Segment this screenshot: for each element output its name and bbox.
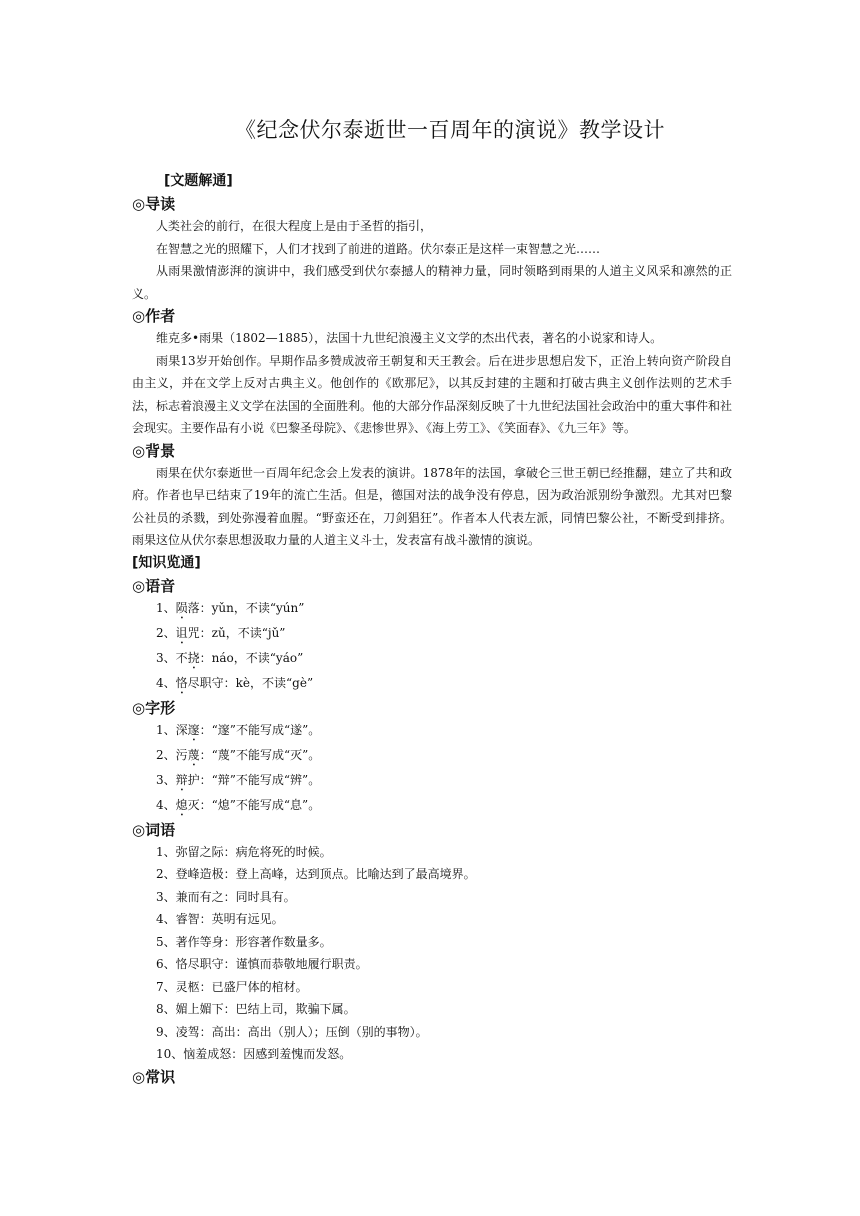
word-item: 10、恼羞成怒：因感到羞愧而发怒。 [156,1047,352,1061]
item-number: 2、 [156,747,176,762]
item-text: 尽职守：kè，不读“gè” [187,675,314,690]
author-paragraph: 雨果13岁开始创作。早期作品多赞成波帝王朝复和天王教会。后在进步思想启发下，正治上转向资产阶段自由主义，并在文学上反对古典主义。他创作的《欧那尼》，以其反封建的主题和打破古典主义创作法则的艺术手法，标志着浪漫主义文学在法国的全面胜利。他的大部分作品深刻反映了十九世纪法国社会政治中的重大事件和社会现实。主要作品有小说《巴黎圣母院》、《悲惨世界》、《海上劳工》、《笑面春》、《九三年》等。 [132,353,733,435]
item-text: 落：yǔn，不读“yún” [187,600,305,615]
word-item: 9、凌驾：高出：高出（别人）；压倒（别的事物）。 [156,1024,428,1039]
words-heading: ◎词语 [132,820,176,839]
item-number: 4、 [156,797,176,812]
emphasized-character: 陨 [175,600,188,615]
item-number: 4、 [156,675,176,690]
glyphs-heading: ◎字形 [132,698,176,717]
word-item: 7、灵柩：已盛尸体的棺材。 [156,979,308,994]
author-heading: ◎作者 [132,307,176,325]
glyph-item [132,769,732,794]
pronunciation-item [132,622,732,647]
glyph-item [132,794,732,819]
pronunciation-item [132,647,732,672]
intro-heading: [文题解通] [164,173,233,189]
item-text: ：“邃”不能写成“遂”。 [199,722,321,737]
word-item: 3、兼而有之：同时具有。 [156,889,296,904]
item-text: 咒：zǔ，不读“jǔ” [187,625,286,640]
knowledge-heading: [知识览通] [132,554,201,571]
guide-paragraph: 从雨果激情澎湃的演讲中，我们感受到伏尔泰撼人的精神力量，同时领略到雨果的人道主义风采和凛然的正义。 [132,264,732,301]
emphasized-character: 熄 [175,797,188,812]
background-heading: ◎背景 [132,441,176,460]
guide-paragraph: 在智慧之光的照耀下，人们才找到了前进的道路。伏尔泰正是这样一束智慧之光…… [156,241,601,256]
emphasized-character: 辩 [175,772,188,787]
pronunciation-item [132,597,732,622]
word-item: 2、登峰造极：登上高峰，达到顶点。比喻达到了最高境界。 [156,867,476,881]
item-text: 护：“辩”不能写成“辨”。 [187,772,321,787]
emphasized-character: 恪 [175,675,188,690]
item-text: 污 [175,747,188,762]
word-item: 4、睿智：英明有远见。 [156,912,284,926]
pronunciation-heading: ◎语音 [132,576,176,595]
word-item: 8、媚上媚下：巴结上司，欺骗下属。 [156,1002,356,1016]
item-text: ：“蔑”不能写成“灭”。 [199,747,321,762]
author-paragraph: 维克多•雨果（1802—1885），法国十九世纪浪漫主义文学的杰出代表，著名的小说家和诗人。 [156,331,663,345]
item-number: 1、 [156,600,176,615]
item-text: ：náo，不读“yáo” [199,650,304,665]
glyph-item [132,744,732,769]
emphasized-character: 蔑 [187,747,200,762]
document-title-wrap [0,114,860,144]
background-paragraph: 雨果在伏尔泰逝世一百周年纪念会上发表的演讲。1878年的法国，拿破仑三世王朝已经推翻，建立了共和政府。作者也早已结束了19年的流亡生活。但是，德国对法的战争没有停息，因为政治派别纷争激烈。尤其对巴黎公社员的杀戮，到处弥漫着血腥。“野蛮还在，刀剑猖狂”。作者本人代表左派，同情巴黎公社，不断受到排挤。雨果这位从伏尔泰思想汲取力量的人道主义斗士，发表富有战斗激情的演说。 [132,465,732,547]
guide-heading: ◎导读 [132,195,176,213]
word-item: 6、恪尽职守：谨慎而恭敬地履行职责。 [156,957,368,971]
item-number: 1、 [156,722,176,737]
emphasized-character: 邃 [187,722,200,737]
document-title: 《纪念伏尔泰逝世一百周年的演说》教学设计 [235,118,665,142]
common-heading: ◎常识 [132,1067,176,1086]
item-text: 不 [175,650,188,665]
guide-paragraph: 人类社会的前行，在很大程度上是由于圣哲的指引， [156,219,433,233]
item-number: 3、 [156,650,176,665]
item-text: 深 [175,722,188,737]
pronunciation-item [132,672,732,697]
item-text: 灭：“熄”不能写成“息”。 [187,797,321,812]
item-number: 2、 [156,625,176,640]
emphasized-character: 挠 [187,650,200,665]
emphasized-character: 诅 [175,625,188,640]
word-item: 5、著作等身：形容著作数量多。 [156,934,332,949]
word-item: 1、弥留之际：病危将死的时候。 [156,844,332,859]
glyph-item [132,719,732,744]
document-content [132,170,732,1088]
item-number: 3、 [156,772,176,787]
